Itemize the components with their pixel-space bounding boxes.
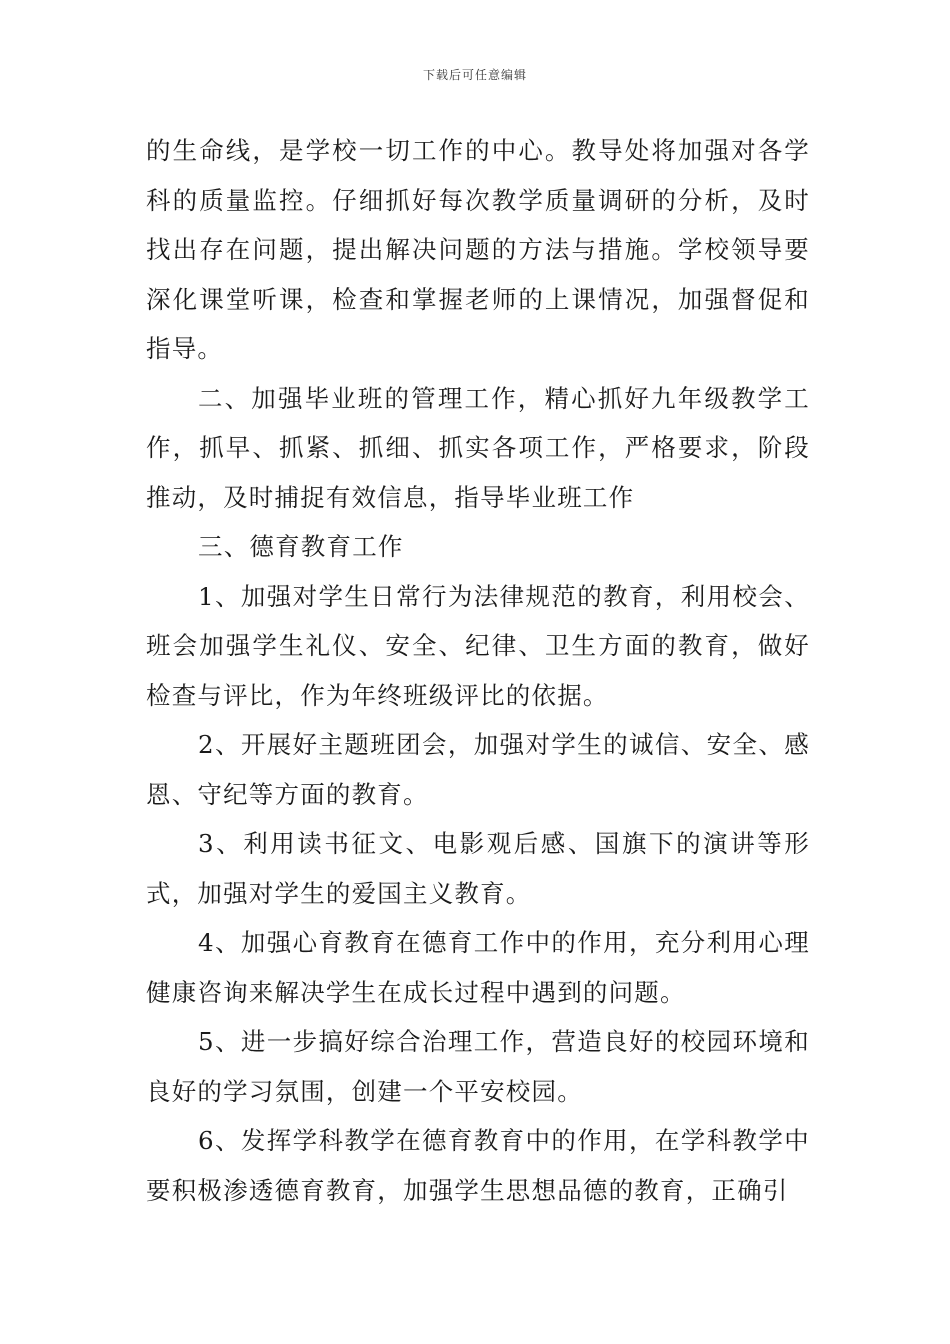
paragraph-quality-monitoring: 的生命线，是学校一切工作的中心。教导处将加强对各学科的质量监控。仔细抓好每次教学质量调研的分析，及时找出存在问题，提出解决问题的方法与措施。学校领导要深化课堂听课，检查和掌握老师的上课情况，加强督促和指导。	[146, 136, 810, 363]
list-item-5: 5、进一步搞好综合治理工作，营造良好的校园环境和良好的学习氛围，创建一个平安校园。	[146, 1027, 810, 1106]
section-heading-moral-education: 三、德育教育工作	[198, 532, 404, 561]
list-item-4: 4、加强心育教育在德育工作中的作用，充分利用心理健康咨询来解决学生在成长过程中遇到的问题。	[146, 928, 810, 1007]
list-item-6: 6、发挥学科教学在德育教育中的作用，在学科教学中要积极渗透德育教育，加强学生思想品德的教育，正确引	[146, 1126, 810, 1205]
list-item-3: 3、利用读书征文、电影观后感、国旗下的演讲等形式，加强对学生的爱国主义教育。	[146, 829, 810, 908]
document-body	[146, 126, 810, 1215]
list-item-1: 1、加强对学生日常行为法律规范的教育，利用校会、班会加强学生礼仪、安全、纪律、卫生方面的教育，做好检查与评比，作为年终班级评比的依据。	[146, 581, 810, 710]
list-item-2: 2、开展好主题班团会，加强对学生的诚信、安全、感恩、守纪等方面的教育。	[146, 730, 810, 809]
page-header-note: 下载后可任意编辑	[422, 68, 527, 82]
paragraph-graduating-class: 二、加强毕业班的管理工作，精心抓好九年级教学工作，抓早、抓紧、抓细、抓实各项工作，严格要求，阶段推动，及时捕捉有效信息，指导毕业班工作	[146, 383, 810, 512]
